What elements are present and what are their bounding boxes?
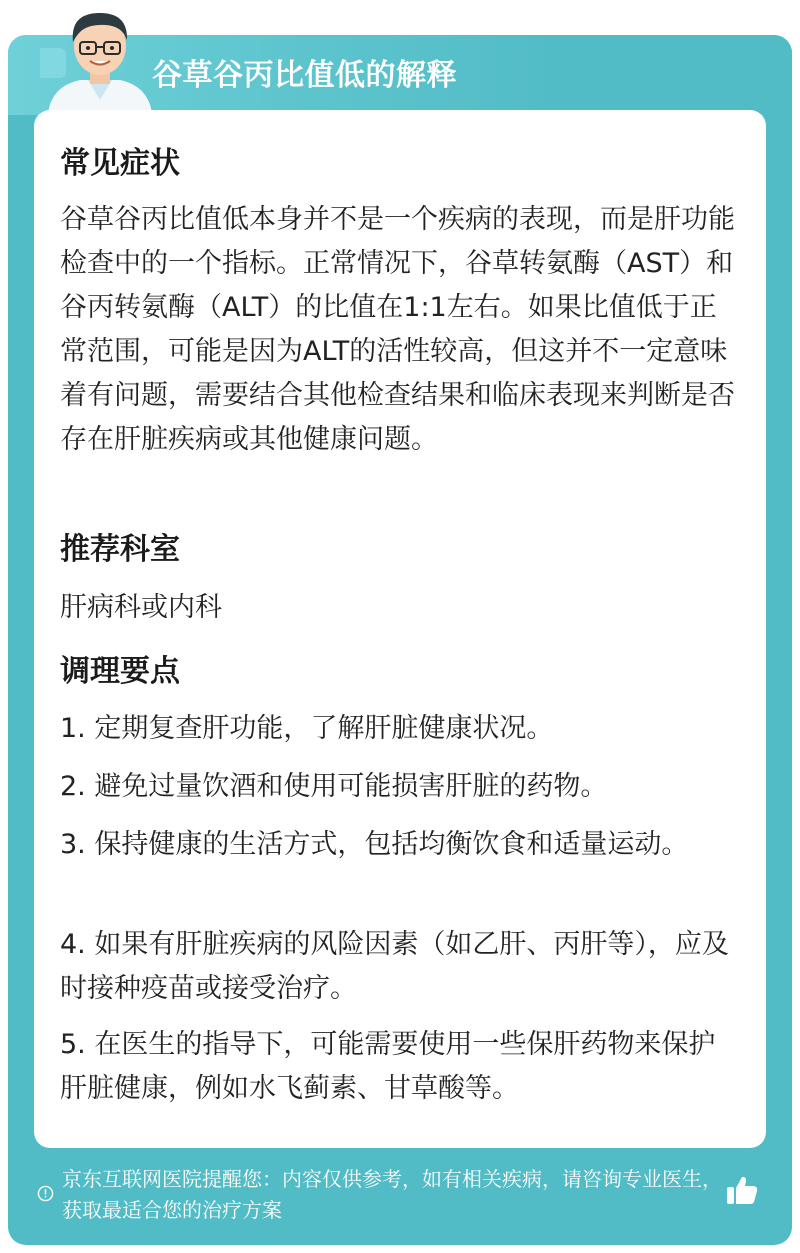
section-body-symptoms: 谷草谷丙比值低本身并不是一个疾病的表现，而是肝功能检查中的一个指标。正常情况下，谷草转氨酶（AST）和谷丙转氨酶（ALT）的比值在1:1左右。如果比值低于正常范围，可能是因为ALT的活性较高，但这并不一定意味着有问题，需要结合其他检查结果和临床表现来判断是否存在肝脏疾病或其他健康问题。 xyxy=(60,204,735,455)
care-list-item: 2. 避免过量饮酒和使用可能损害肝脏的药物。 xyxy=(60,771,608,802)
page-title: 谷草谷丙比值低的解释 xyxy=(152,58,457,93)
disclaimer-text: 京东互联网医院提醒您：内容仅供参考，如有相关疾病，请咨询专业医生，获取最适合您的治疗方案 xyxy=(62,1167,722,1222)
thumbs-up-icon[interactable] xyxy=(724,1172,760,1208)
care-list-item: 5. 在医生的指导下，可能需要使用一些保肝药物来保护肝脏健康，例如水飞蓟素、甘草酸等。 xyxy=(60,1029,716,1104)
care-list-item: 1. 定期复查肝功能，了解肝脏健康状况。 xyxy=(60,713,554,744)
section-heading-department: 推荐科室 xyxy=(60,532,180,567)
care-list-item: 3. 保持健康的生活方式，包括均衡饮食和适量运动。 xyxy=(60,829,689,860)
info-icon xyxy=(37,1185,54,1202)
section-heading-symptoms: 常见症状 xyxy=(60,146,180,181)
section-body-department: 肝病科或内科 xyxy=(60,592,222,623)
doctor-avatar-icon xyxy=(40,8,160,113)
section-heading-care: 调理要点 xyxy=(60,654,180,689)
content-panel xyxy=(34,110,766,1148)
care-list-item: 4. 如果有肝脏疾病的风险因素（如乙肝、丙肝等），应及时接种疫苗或接受治疗。 xyxy=(60,929,729,1004)
